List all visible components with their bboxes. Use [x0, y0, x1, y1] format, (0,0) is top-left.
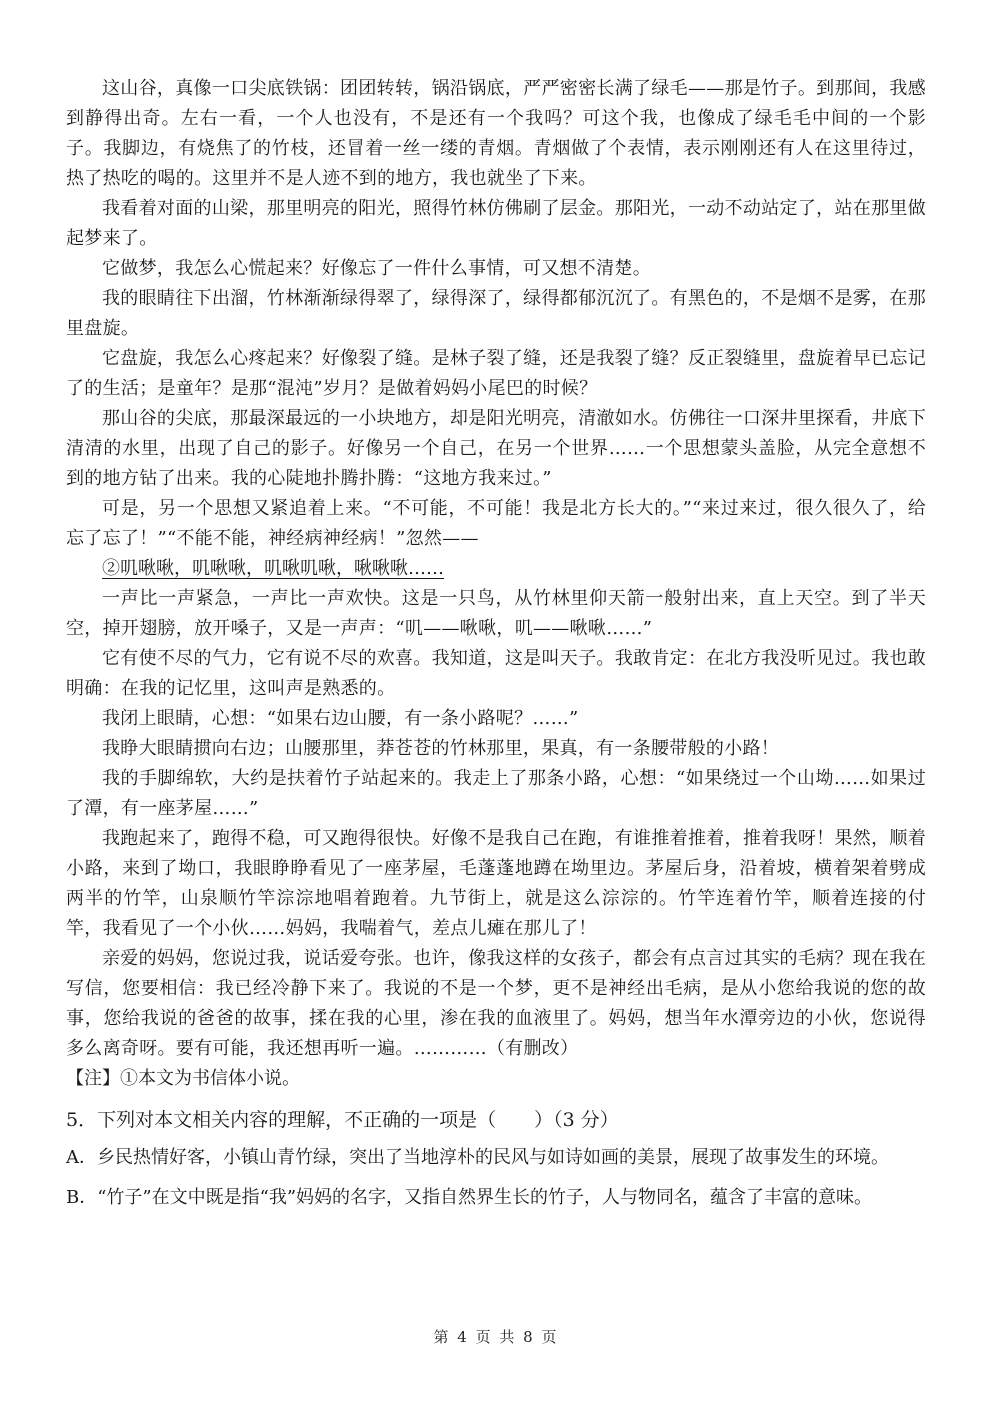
paragraph: 亲爱的妈妈，您说过我，说话爱夸张。也许，像我这样的女孩子，都会有点言过其实的毛病？现在我在写信，您要相信：我已经冷静下来了。我说的不是一个梦，更不是神经出毛病，是从小您给我说的您的故事，您给我说的爸爸的故事，揉在我的心里，渗在我的血液里了。妈妈，想当年水潭旁边的小伙，您说得多么离奇呀。要有可能，我还想再听一遍。…………（有删改）	[66, 948, 926, 1059]
paragraph: 我的手脚绵软，大约是扶着竹子站起来的。我走上了那条小路，心想：“如果绕过一个山坳……如果过了潭，有一座茅屋……”	[66, 768, 926, 819]
underlined-sentence	[66, 554, 926, 584]
paragraph: 它做梦，我怎么心慌起来？好像忘了一件什么事情，可又想不清楚。	[102, 258, 651, 279]
paragraph: 它盘旋，我怎么心疼起来？好像裂了缝。是林子裂了缝，还是我裂了缝？反正裂缝里，盘旋着早已忘记了的生活；是童年？是那“混沌”岁月？是做着妈妈小尾巴的时候？	[66, 348, 926, 399]
paragraph: 那山谷的尖底，那最深最远的一小块地方，却是阳光明亮，清澈如水。仿佛往一口深井里探看，井底下清清的水里，出现了自己的影子。好像另一个自己，在另一个世界……一个思想蒙头盖脸，从完全意想不到的地方钻了出来。我的心陡地扑腾扑腾：“这地方我来过。”	[66, 408, 926, 489]
option-b: B．“竹子”在文中既是指“我”妈妈的名字，又指自然界生长的竹子，人与物同名，蕴含了丰富的意味。	[66, 1187, 873, 1208]
option-a: A．乡民热情好客，小镇山青竹绿，突出了当地淳朴的民风与如诗如画的美景，展现了故事发生的环境。	[66, 1147, 889, 1168]
paragraph: 这山谷，真像一口尖底铁锅：团团转转，锅沿锅底，严严密密长满了绿毛——那是竹子。到那间，我感到静得出奇。左右一看，一个人也没有，不是还有一个我吗？可这个我，也像成了绿毛毛中间的一个影子。我脚边，有烧焦了的竹枝，还冒着一丝一缕的青烟。青烟做了个表情，表示刚刚还有人在这里待过，热了热吃的喝的。这里并不是人迹不到的地方，我也就坐了下来。	[66, 78, 926, 189]
question-5: 5．下列对本文相关内容的理解，不正确的一项是（ ）（3 分）	[66, 1109, 619, 1131]
paragraph: 可是，另一个思想又紧追着上来。“不可能，不可能！我是北方长大的。”“来过来过，很久很久了，给忘了忘了！”“不能不能，神经病神经病！”忽然——	[66, 498, 926, 549]
paragraph: 我跑起来了，跑得不稳，可又跑得很快。好像不是我自己在跑，有谁推着推着，推着我呀！果然，顺着小路，来到了坳口，我眼睁睁看见了一座茅屋，毛蓬蓬地蹲在坳里边。茅屋后身，沿着坡，横着架着劈成两半的竹竿，山泉顺竹竿淙淙地唱着跑着。九节街上，就是这么淙淙的。竹竿连着竹竿，顺着连接的付竿，我看见了一个小伙……妈妈，我喘着气，差点儿瘫在那儿了！	[66, 828, 926, 939]
underlined-text: ②叽啾啾，叽啾啾，叽啾叽啾，啾啾啾……	[102, 558, 444, 579]
paragraph: 我的眼睛往下出溜，竹林渐渐绿得翠了，绿得深了，绿得都郁沉沉了。有黑色的，不是烟不是雾，在那里盘旋。	[66, 288, 926, 339]
page-number: 第 4 页 共 8 页	[433, 1328, 559, 1346]
paragraph: 它有使不尽的气力，它有说不尽的欢喜。我知道，这是叫天子。我敢肯定：在北方我没听见过。我也敢明确：在我的记忆里，这叫声是熟悉的。	[66, 648, 926, 699]
paragraph: 我闭上眼睛，心想：“如果右边山腰，有一条小路呢？……”	[102, 708, 579, 729]
document-page	[66, 74, 926, 1222]
paragraph: 我看着对面的山梁，那里明亮的阳光，照得竹林仿佛刷了层金。那阳光，一动不动站定了，站在那里做起梦来了。	[66, 198, 926, 249]
footnote: 【注】①本文为书信体小说。	[66, 1068, 300, 1089]
paragraph: 我睁大眼睛掼向右边；山腰那里，莽苍苍的竹林那里，果真，有一条腰带般的小路！	[102, 738, 780, 759]
paragraph: 一声比一声紧急，一声比一声欢快。这是一只鸟，从竹林里仰天箭一般射出来，直上天空。到了半天空，掉开翅膀，放开嗓子，又是一声声：“叽——啾啾，叽——啾啾……”	[66, 588, 926, 639]
